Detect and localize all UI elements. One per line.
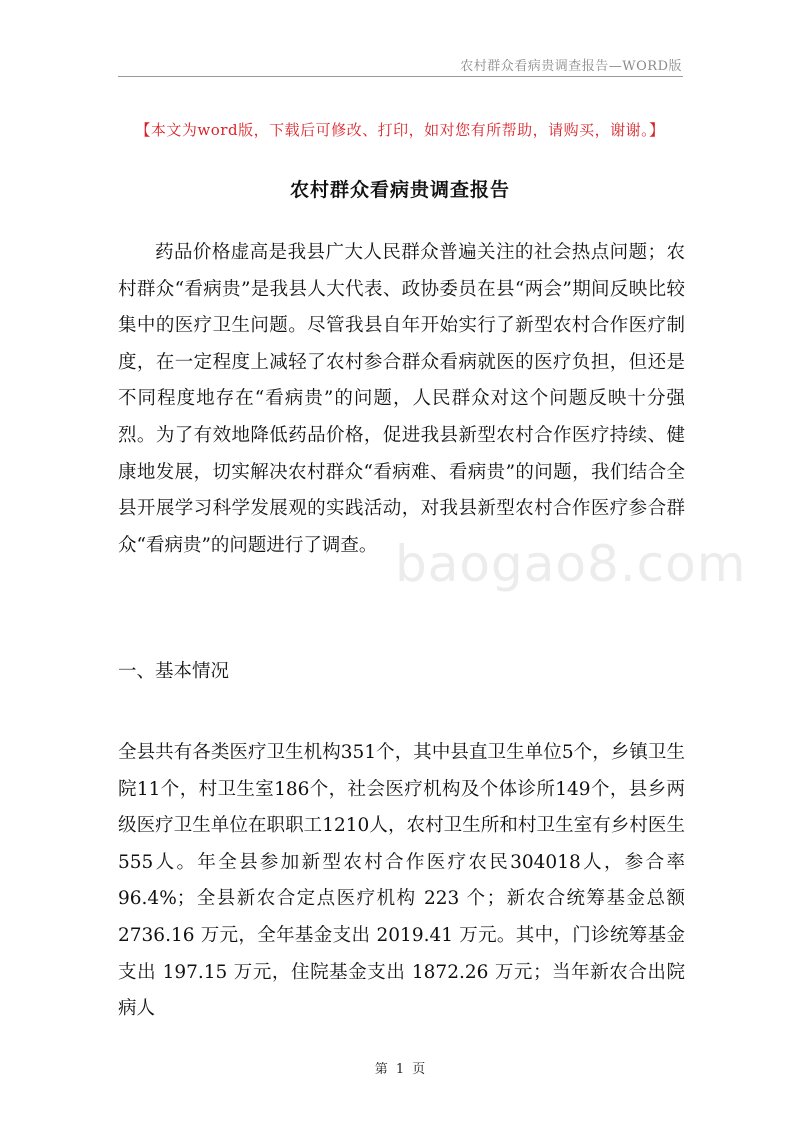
page-footer <box>0 1058 800 1077</box>
footer-suffix: 页 <box>412 1062 426 1077</box>
section-heading-basic-situation: 一、基本情况 <box>118 661 230 682</box>
footer-page-number: 1 <box>395 1062 405 1077</box>
purchase-notice: 【本文为word版，下载后可修改、打印，如对您有所帮助，请购买，谢谢。】 <box>135 121 665 139</box>
running-header: 农村群众看病贵调查报告—WORD版 <box>460 59 682 74</box>
watermark-text: baogao8.com <box>395 535 747 593</box>
intro-paragraph: 药品价格虚高是我县广大人民群众普遍关注的社会热点问题；农村群众“看病贵”是我县人大代表、政协委员在县“两会”期间反映比较集中的医疗卫生问题。尽管我县自年开始实行了新型农村合作医疗制度，在一定程度上减轻了农村参合群众看病就医的医疗负担，但还是不同程度地存在“看病贵”的问题，人民群众对这个问题反映十分强烈。为了有效地降低药品价格，促进我县新型农村合作医疗持续、健康地发展，切实解决农村群众“看病难、看病贵”的问题，我们结合全县开展学习科学发展观的实践活动，对我县新型农村合作医疗参合群众“看病贵”的问题进行了调查。 <box>118 242 685 556</box>
document-title: 农村群众看病贵调查报告 <box>289 179 510 201</box>
header-divider <box>118 76 683 77</box>
footer-prefix: 第 <box>374 1062 388 1077</box>
basic-situation-paragraph: 全县共有各类医疗卫生机构351个，其中县直卫生单位5个，乡镇卫生院11个，村卫生室186个，社会医疗机构及个体诊所149个，县乡两级医疗卫生单位在职职工1210人，农村卫生所和村卫生室有乡村医生555人。年全县参加新型农村合作医疗农民304018人，参合率 96.4%；全县新农合定点医疗机构 223 个；新农合统筹基金总额2736.16 万元，全年基金支出 2019.41 万元。其中，门诊统筹基金支出 197.15 万元，住院基金支出 1872.26 万元；当年新农合出院病人 <box>118 742 685 1020</box>
